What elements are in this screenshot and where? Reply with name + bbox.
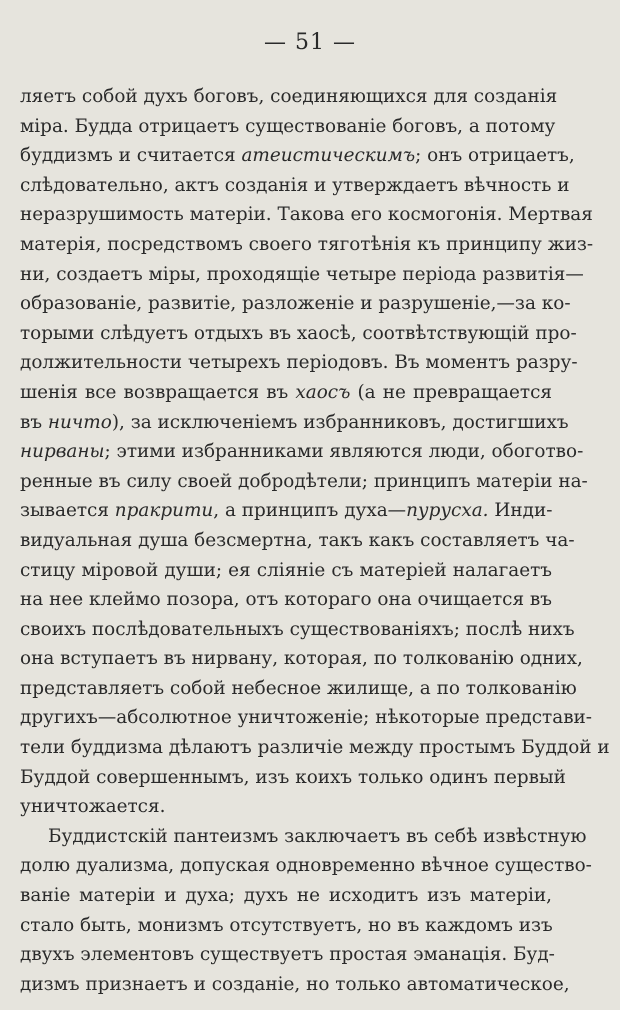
text-segment: представляетъ собой небесное жилище, а по толкованію <box>20 677 577 699</box>
text-line <box>20 881 552 911</box>
text-segment: стицу міровой души; ея сліяніе съ матеріей налагаетъ <box>20 559 552 581</box>
text-segment: на нее клеймо позора, отъ котораго она очищается въ <box>20 589 552 611</box>
text-segment: своихъ послѣдовательныхъ существованіяхъ; послѣ нихъ <box>20 618 575 640</box>
text-line <box>20 851 592 881</box>
text-segment: слѣдовательно, актъ созданія и утверждаетъ вѣчность и <box>20 174 570 196</box>
text-line <box>20 319 577 349</box>
text-segment: двухъ элементовъ существуетъ простая эманація. Буд- <box>20 944 555 966</box>
text-line <box>20 141 575 171</box>
text-segment: торыми слѣдуетъ отдыхъ въ хаосѣ, соотвѣтствующій про- <box>20 322 577 344</box>
text-segment: тели буддизма дѣлаютъ различіе между простымъ Буддой и <box>20 737 610 759</box>
text-segment: матерія, посредствомъ своего тяготѣнія къ принципу жиз- <box>20 233 594 255</box>
text-segment: шенія все возвращается въ <box>20 381 296 403</box>
text-segment: ни, создаетъ міры, проходящіе четыре періода развитія— <box>20 263 584 285</box>
text-segment: ; этими избранниками являются люди, обоготво- <box>104 441 584 463</box>
italic-term: пурусха. <box>406 500 489 522</box>
text-line <box>20 112 556 142</box>
text-line <box>20 260 584 290</box>
text-line <box>20 526 575 556</box>
text-segment: она вступаетъ въ нирвану, которая, по толкованію одних, <box>20 648 583 670</box>
text-line <box>20 674 577 704</box>
italic-term: пракрити <box>114 500 214 522</box>
text-segment: , а принципъ духа— <box>213 500 407 522</box>
text-segment: стало быть, монизмъ отсутствуетъ, но въ каждомъ изъ <box>20 914 553 936</box>
italic-term: хаосъ <box>295 381 351 403</box>
text-line <box>20 348 578 378</box>
text-segment: ваніе матеріи и духа; духъ не исходитъ изъ матеріи, <box>20 885 552 907</box>
text-segment: неразрушимость матеріи. Такова его космогонія. Мертвая <box>20 204 593 226</box>
text-line <box>20 792 552 822</box>
text-line <box>20 585 552 615</box>
text-segment: другихъ—абсолютное уничтоженіе; нѣкоторые представи- <box>20 707 593 729</box>
text-line <box>20 230 594 260</box>
text-segment: уничтожается. <box>20 796 166 818</box>
text-line <box>20 615 575 645</box>
text-line <box>20 644 583 674</box>
text-line <box>20 171 570 201</box>
text-line <box>20 763 566 793</box>
italic-term: атеистическимъ <box>241 145 416 167</box>
text-segment: Буддой совершеннымъ, изъ коихъ только одинъ первый <box>20 766 566 788</box>
text-segment: ), за исключеніемъ избранниковъ, достигшихъ <box>111 411 569 433</box>
text-segment: видуальная душа безсмертна, такъ какъ составляетъ ча- <box>20 529 575 551</box>
text-segment: (а не превращается <box>350 381 553 403</box>
text-segment: Буддистскій пантеизмъ заключаетъ въ себѣ извѣстную <box>48 825 587 847</box>
text-segment: ренные въ силу своей добродѣтели; принципъ матеріи на- <box>20 470 588 492</box>
text-line <box>20 822 587 852</box>
text-line <box>20 970 570 1000</box>
text-segment: міра. Будда отрицаетъ существованіе боговъ, а потому <box>20 115 556 137</box>
text-segment: ляетъ собой духъ боговъ, соединяющихся для созданія <box>20 86 558 107</box>
italic-term: нирваны <box>20 441 105 463</box>
text-segment: образованіе, развитіе, разложеніе и разрушеніе,—за ко- <box>20 293 571 315</box>
text-segment: буддизмъ и считается <box>20 145 242 167</box>
text-segment: въ <box>20 411 48 433</box>
text-line <box>20 467 588 497</box>
text-line <box>20 940 555 970</box>
italic-term: ничто <box>47 411 112 433</box>
text-segment: Инди- <box>488 500 553 522</box>
text-line <box>20 703 593 733</box>
text-line <box>20 496 552 526</box>
text-segment: должительности четырехъ періодовъ. Въ моментъ разру- <box>20 352 578 374</box>
text-segment: ; онъ отрицаетъ, <box>415 145 575 167</box>
text-segment: дизмъ признаетъ и созданіе, но только автоматическое, <box>20 973 570 995</box>
text-line <box>20 556 552 586</box>
body-text <box>20 82 610 999</box>
text-line <box>20 408 569 438</box>
text-segment: зывается <box>20 500 115 522</box>
text-line <box>20 289 571 319</box>
text-line <box>20 733 610 763</box>
text-line <box>20 437 584 467</box>
page-number: — 51 — <box>264 30 356 55</box>
text-line <box>20 200 593 230</box>
text-line <box>20 911 552 941</box>
text-segment: долю дуализма, допуская одновременно вѣчное существо- <box>20 855 592 877</box>
text-line <box>20 378 552 408</box>
text-line <box>20 82 558 112</box>
